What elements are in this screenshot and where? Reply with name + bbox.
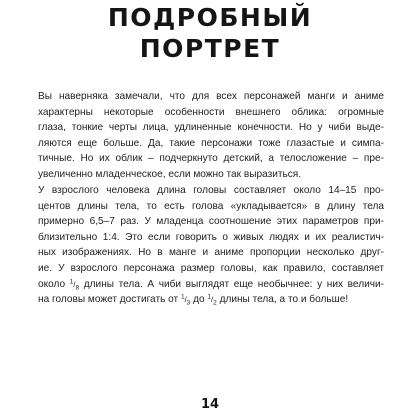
fraction-numerator: 1 xyxy=(207,293,212,301)
paragraph-2-line: ных изображениях. Но в манге и аниме пропорции несколько друг- xyxy=(38,247,384,259)
paragraph-2-line: ие. У взрослого персонажа размер головы, как правило, составляет xyxy=(38,262,384,274)
paragraph-1-line: ляются еще больше. Да, такие персонажи тоже глазастые и симпа- xyxy=(38,137,384,149)
paragraph-1-line: увеличенно младенческое, если можно так выразиться. xyxy=(38,168,302,180)
paragraph-1-line: тичные. Но их облик – подчеркнуто детский, а телосложение – пре- xyxy=(38,153,384,165)
text-segment: длины тела, а то и больше! xyxy=(216,294,349,306)
paragraph-1 xyxy=(38,89,384,183)
paragraph-2-line: близительно 1:4. Это если говорить о живых людях и их реалистич- xyxy=(38,231,384,243)
fraction-numerator: 1 xyxy=(69,278,74,286)
paragraph-1-line: глаза, тонкие черты лица, удлиненные конечности. Но у чиби выде- xyxy=(38,122,384,134)
fraction-one-half: $^1/_2$ xyxy=(207,293,217,307)
fraction-one-third: $^1/_3$ xyxy=(180,293,191,307)
fraction-denominator: 8 xyxy=(75,284,80,292)
title-line-1: ПОДРОБНЫЙ xyxy=(107,3,313,32)
text-segment: около xyxy=(38,278,70,290)
text-segment: до xyxy=(190,294,208,306)
page-number: 14 xyxy=(200,397,220,412)
fraction-denominator: 2 xyxy=(213,299,217,307)
paragraph-2-line-with-fraction xyxy=(38,292,384,308)
fraction-one-eighth: $^1/_8$ xyxy=(69,278,80,292)
paragraph-1-line: характерны некоторые особенности внешнего облика: огромные xyxy=(38,106,384,118)
paragraph-2-line: примерно 6,5–7 раз. У младенца соотношение этих параметров при- xyxy=(38,216,384,228)
paragraph-2-line: центов длины тела, то есть голова «укладывается» в длину тела xyxy=(38,200,384,212)
text-segment: длины тела. А чиби выглядят еще необычнее: у них величи- xyxy=(79,278,384,290)
paragraph-2-line-with-fraction xyxy=(38,277,384,293)
title-line-2: ПОРТРЕТ xyxy=(139,34,281,63)
fraction-numerator: 1 xyxy=(180,293,185,301)
page-title xyxy=(0,2,420,64)
paragraph-2-line: У взрослого человека длина головы составляет около 14–15 про- xyxy=(38,185,384,196)
paragraph-2 xyxy=(38,183,384,308)
fraction-denominator: 3 xyxy=(186,299,191,307)
paragraph-1-line: Вы наверняка замечали, что для всех персонажей манги и аниме xyxy=(38,91,384,102)
text-segment: на головы может достигать от xyxy=(38,294,181,306)
